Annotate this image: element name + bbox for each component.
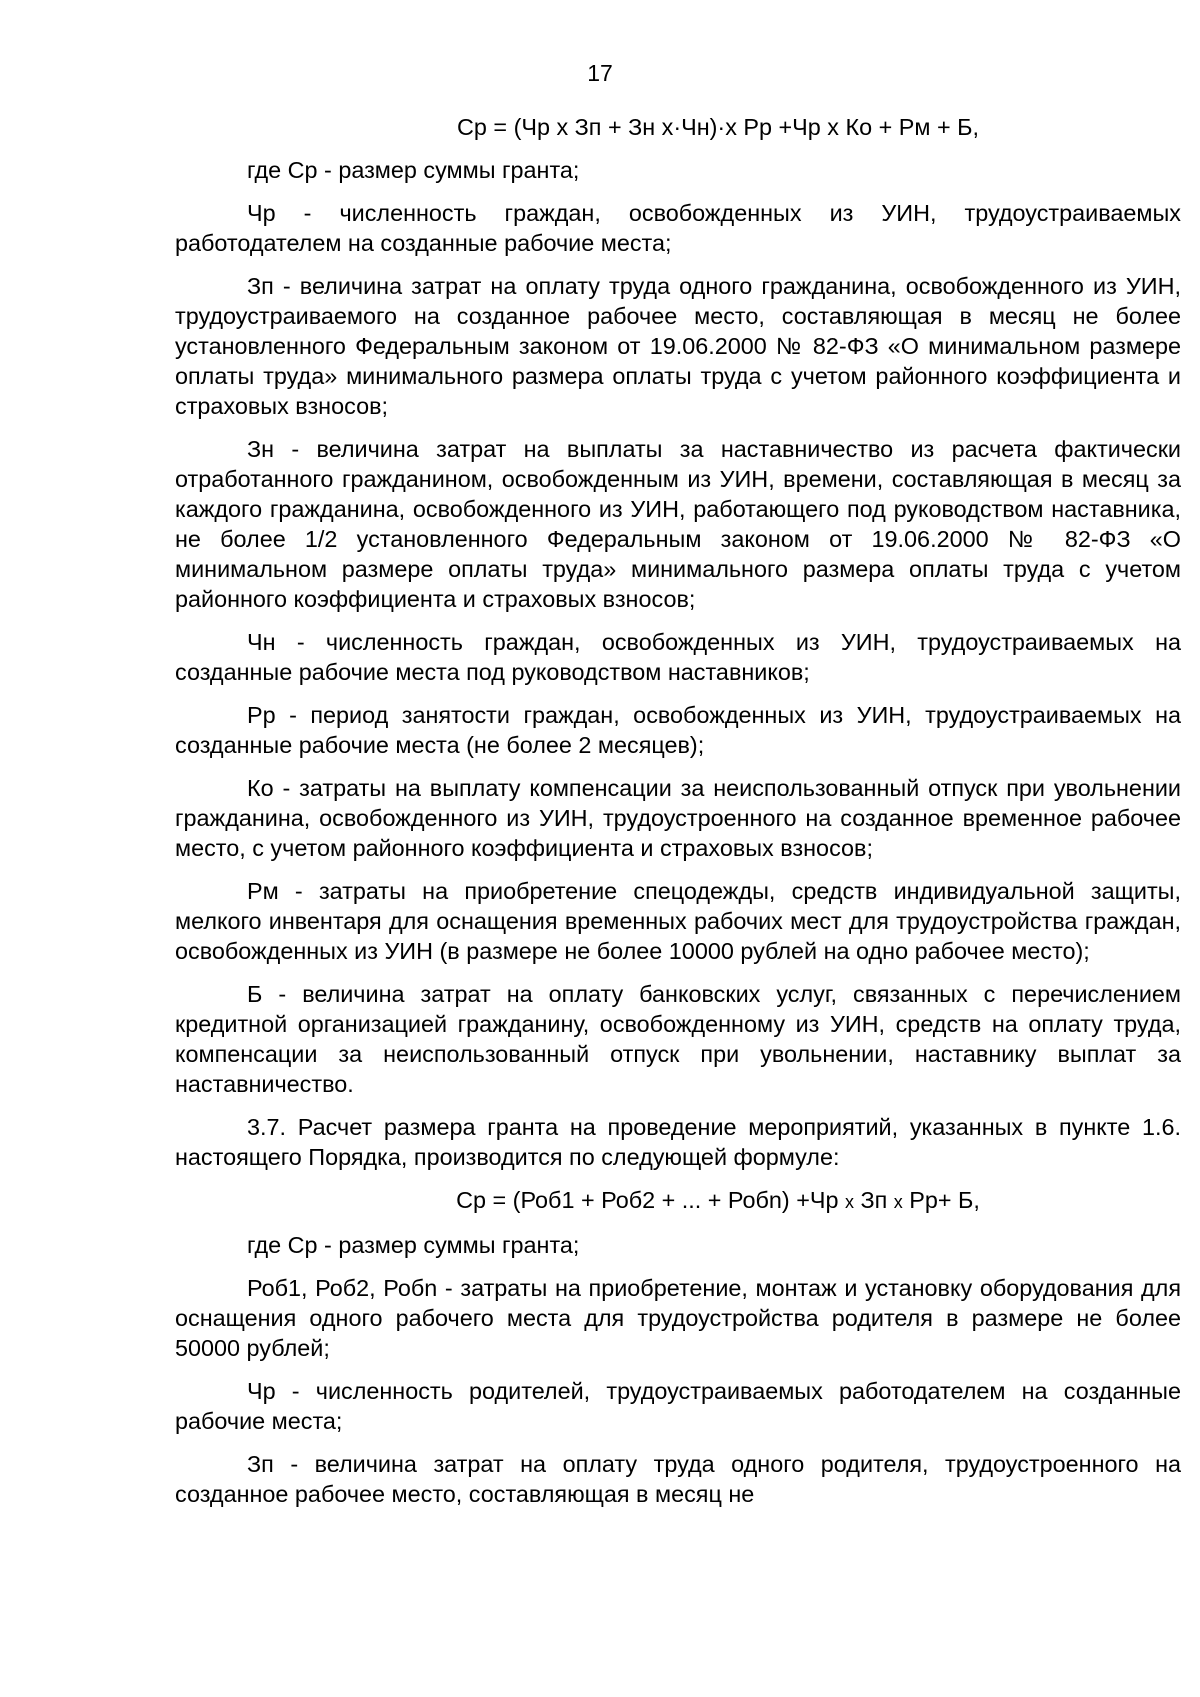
definition-zp-2: Зп - величина затрат на оплату труда одного родителя, трудоустроенного на созданное рабочее место, составляющая в месяц не <box>175 1451 1181 1507</box>
grant-formula-2 <box>175 1185 1181 1217</box>
definition-b: Б - величина затрат на оплату банковских услуг, связанных с перечислением кредитной организацией гражданину, освобожденному из УИН, средств на оплату труда, компенсации за неиспользованный отпуск при увольнении, наставнику выплат за наставничество. <box>175 981 1181 1097</box>
grant-formula-1: Ср = (Чр х Зп + Зн х·Чн)·х Рр +Чр х Ко + Рм + Б, <box>457 114 979 140</box>
formula-2-part-a: Ср = (Роб1 + Роб2 + ... + Робn) +Чр <box>456 1187 845 1213</box>
definition-zp: Зп - величина затрат на оплату труда одного гражданина, освобожденного из УИН, трудоустраиваемого на созданное рабочее место, составляющая в месяц не более установленного Федеральным законом от 19.06.2000 № 82-ФЗ «О минимальном размере оплаты труда» минимального размера оплаты труда с учетом районного коэффициента и страховых взносов; <box>175 273 1181 419</box>
definition-chr: Чр - численность граждан, освобожденных из УИН, трудоустраиваемых работодателем на созданные рабочие места; <box>175 200 1181 256</box>
definition-zn: Зн - величина затрат на выплаты за наставничество из расчета фактически отработанного гражданином, освобожденным из УИН, времени, составляющая в месяц за каждого гражданина, освобожденного из УИН, работающего под руководством наставника, не более 1/2 установленного Федеральным законом от 19.06.2000 № 82-ФЗ «О минимальном размере оплаты труда» минимального размера оплаты труда с учетом районного коэффициента и страховых взносов; <box>175 436 1181 612</box>
formula-2-multiply-1: х <box>844 1192 854 1212</box>
definition-chr-2: Чр - численность родителей, трудоустраиваемых работодателем на созданные рабочие места; <box>175 1378 1181 1434</box>
formula-2-multiply-2: х <box>893 1192 903 1212</box>
definition-sr: где Ср - размер суммы гранта; <box>247 157 580 183</box>
formula-2-part-c: Рр+ Б, <box>902 1187 980 1213</box>
definition-sr-2: где Ср - размер суммы гранта; <box>247 1232 580 1258</box>
definition-chn: Чн - численность граждан, освобожденных из УИН, трудоустраиваемых на созданные рабочие места под руководством наставников; <box>175 629 1181 685</box>
document-body <box>175 112 1181 1522</box>
definition-ko: Ко - затраты на выплату компенсации за неиспользованный отпуск при увольнении гражданина, освобожденного из УИН, трудоустроенного на созданное временное рабочее место, с учетом районного коэффициента и страховых взносов; <box>175 775 1181 861</box>
definition-rm: Рм - затраты на приобретение спецодежды, средств индивидуальной защиты, мелкого инвентаря для оснащения временных рабочих мест для трудоустройства граждан, освобожденных из УИН (в размере не более 10000 рублей на одно рабочее место); <box>175 878 1181 964</box>
page-number: 17 <box>587 60 613 86</box>
definition-rr: Рр - период занятости граждан, освобожденных из УИН, трудоустраиваемых на созданные рабочие места (не более 2 месяцев); <box>175 702 1181 758</box>
clause-3-7: 3.7. Расчет размера гранта на проведение мероприятий, указанных в пункте 1.6. настоящего Порядка, производится по следующей формуле: <box>175 1114 1181 1170</box>
formula-2-part-b: Зп <box>853 1187 894 1213</box>
definition-rob: Роб1, Роб2, Робn - затраты на приобретение, монтаж и установку оборудования для оснащения одного рабочего места для трудоустройства родителя в размере не более 50000 рублей; <box>175 1275 1181 1361</box>
